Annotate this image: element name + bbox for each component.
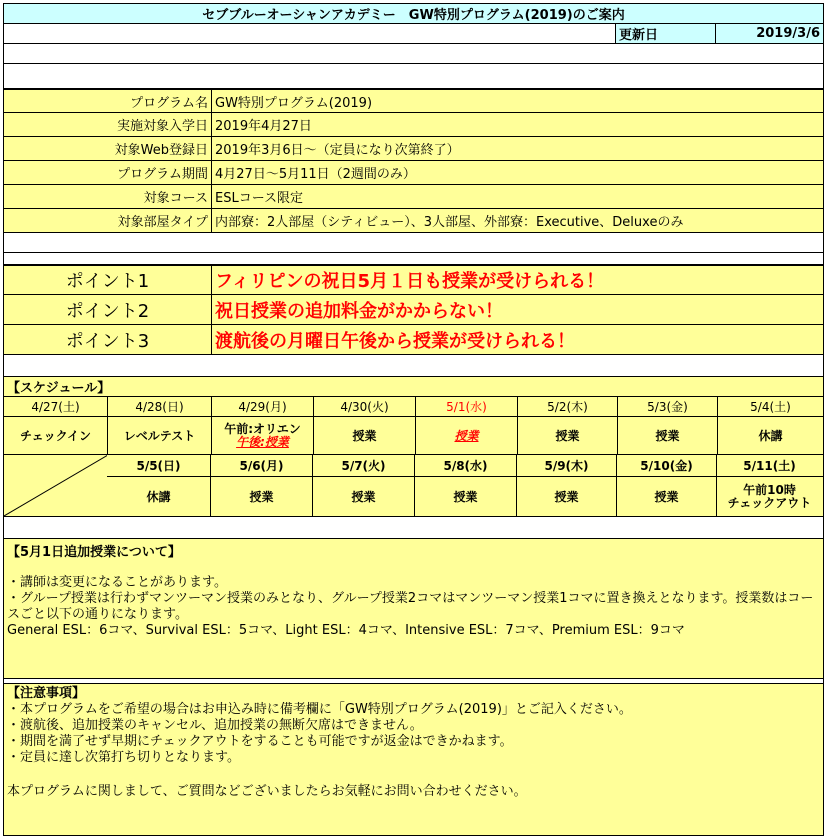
- notes-block: [3, 684, 824, 836]
- notes-line: ・定員に達し次第打ち切りとなります。: [7, 750, 240, 765]
- extra-line: ・講師は変更になることがあります。: [7, 575, 227, 590]
- info-label: 実施対象入学日: [4, 113, 212, 136]
- date-cell: 5/7(火): [313, 455, 415, 476]
- event-cell: 授業: [415, 477, 517, 516]
- event-cell: 授業: [517, 477, 617, 516]
- date-cell: 5/10(金): [617, 455, 717, 476]
- update-spacer: [4, 24, 616, 43]
- notes-line: ・期間を満了せず早期にチェックアウトをすることも可能ですが返金はできかねます。: [7, 734, 513, 749]
- event-sub: 午後:授業: [236, 434, 289, 449]
- point-row: [3, 325, 824, 355]
- extra-line: General ESL：6コマ、Survival ESL：5コマ、Light ESL：4コマ、Intensive ESL：7コマ、Premium ESL：9コマ: [7, 623, 685, 638]
- date-cell: 5/9(木): [517, 455, 617, 476]
- blank-row: [3, 517, 824, 539]
- date-cell: 5/11(土): [743, 459, 796, 473]
- event-cell-split: [717, 477, 822, 516]
- date-cell: 4/30(火): [314, 397, 416, 416]
- date-cell: 5/6(月): [211, 455, 313, 476]
- title-row: [3, 3, 824, 24]
- notes-heading: 【注意事項】: [7, 686, 86, 701]
- point-text: フィリピンの祝日5月１日も授業が受けられる！: [215, 271, 605, 292]
- info-row: [3, 89, 824, 113]
- date-cell: 5/3(金): [618, 397, 718, 416]
- info-label: 対象Web登録日: [4, 137, 212, 160]
- date-cell: 4/29(月): [212, 397, 314, 416]
- schedule-heading: 【スケジュール】: [7, 381, 111, 396]
- event-cell: 休講: [107, 477, 211, 516]
- diagonal-line: [4, 455, 108, 516]
- date-cell: 4/27(土): [4, 397, 108, 416]
- page-title: セブブルーオーシャンアカデミー GW特別プログラム(2019)のご案内: [202, 8, 625, 23]
- info-row: [3, 113, 824, 137]
- extra-heading: 【5月1日追加授業について】: [7, 545, 181, 560]
- event-cell: 授業: [313, 477, 415, 516]
- date-cell: 5/8(水): [415, 455, 517, 476]
- date-cell-holiday: 5/1(水): [416, 397, 518, 416]
- event-sub: チェックアウト: [727, 495, 812, 510]
- event-main: 午前:オリエン: [224, 421, 301, 436]
- point-row: [3, 295, 824, 325]
- event-cell-holiday: 授業: [416, 417, 518, 454]
- update-date: 2019/3/6: [716, 24, 823, 43]
- extra-block: [3, 539, 824, 679]
- info-row: [3, 209, 824, 233]
- event-cell: チェックイン: [4, 417, 108, 454]
- event-cell: 授業: [211, 477, 313, 516]
- info-row: [3, 137, 824, 161]
- info-value: ESLコース限定: [215, 191, 304, 206]
- info-label: プログラム名: [4, 90, 212, 112]
- blank-row: [3, 253, 824, 265]
- event-cell: 授業: [518, 417, 618, 454]
- blank-row: [3, 233, 824, 253]
- notes-line: ・本プログラムをご希望の場合はお申込み時に備考欄に「GW特別プログラム(2019)」とご記入ください。: [7, 702, 632, 717]
- schedule-date-row: [3, 397, 824, 417]
- notes-closing: 本プログラムに関しまして、ご質問などございましたらお気軽にお問い合わせください。: [7, 784, 527, 799]
- info-value: 内部寮：2人部屋（シティビュー）、3人部屋、外部寮：Executive、Deluxeのみ: [215, 215, 684, 230]
- event-cell: レベルテスト: [108, 417, 212, 454]
- notes-line: ・渡航後、追加授業のキャンセル、追加授業の無断欠席はできません。: [7, 718, 423, 733]
- schedule-date-row-2: [107, 455, 824, 477]
- point-text: 渡航後の月曜日午後から授業が受けられる！: [215, 330, 575, 352]
- event-cell: 授業: [618, 417, 718, 454]
- point-row: [3, 265, 824, 295]
- schedule-event-row-2: [107, 477, 824, 517]
- schedule-event-row: [3, 417, 824, 455]
- date-cell: 5/5(日): [107, 455, 211, 476]
- info-label: 対象コース: [4, 185, 212, 208]
- point-label: ポイント3: [4, 325, 212, 354]
- extra-line: ・グループ授業は行わずマンツーマン授業のみとなり、グループ授業2コマはマンツーマン授業1コマに置き換えとなります。授業数はコースごと以下の通りになります。: [7, 591, 814, 622]
- event-cell-split: [212, 417, 314, 454]
- point-text: 祝日授業の追加料金がかからない！: [215, 300, 503, 322]
- blank-row: [3, 64, 824, 89]
- info-value: 2019年4月27日: [215, 119, 312, 134]
- point-label: ポイント1: [4, 266, 212, 294]
- update-label: 更新日: [616, 24, 716, 43]
- info-value: 4月27日～5月11日（2週間のみ）: [215, 167, 416, 182]
- info-label: プログラム期間: [4, 161, 212, 184]
- info-label: 対象部屋タイプ: [4, 209, 212, 232]
- empty-diagonal-cell: [4, 455, 108, 516]
- date-cell: 4/28(日): [108, 397, 212, 416]
- event-main: 午前10時: [743, 482, 796, 497]
- schedule-heading-row: [3, 377, 824, 397]
- update-row: [3, 24, 824, 44]
- info-row: [3, 161, 824, 185]
- info-value: 2019年3月6日～（定員になり次第終了）: [215, 143, 460, 158]
- event-cell: 授業: [617, 477, 717, 516]
- notes-content: [4, 684, 823, 802]
- date-cell: 5/2(木): [518, 397, 618, 416]
- info-row: [3, 185, 824, 209]
- event-cell: 授業: [314, 417, 416, 454]
- extra-content: [4, 539, 823, 641]
- event-cell: 休講: [758, 429, 783, 443]
- blank-row: [3, 44, 824, 64]
- date-cell: 5/4(土): [750, 400, 791, 414]
- blank-row: [3, 355, 824, 377]
- info-value: GW特別プログラム(2019): [215, 95, 373, 111]
- point-label: ポイント2: [4, 295, 212, 324]
